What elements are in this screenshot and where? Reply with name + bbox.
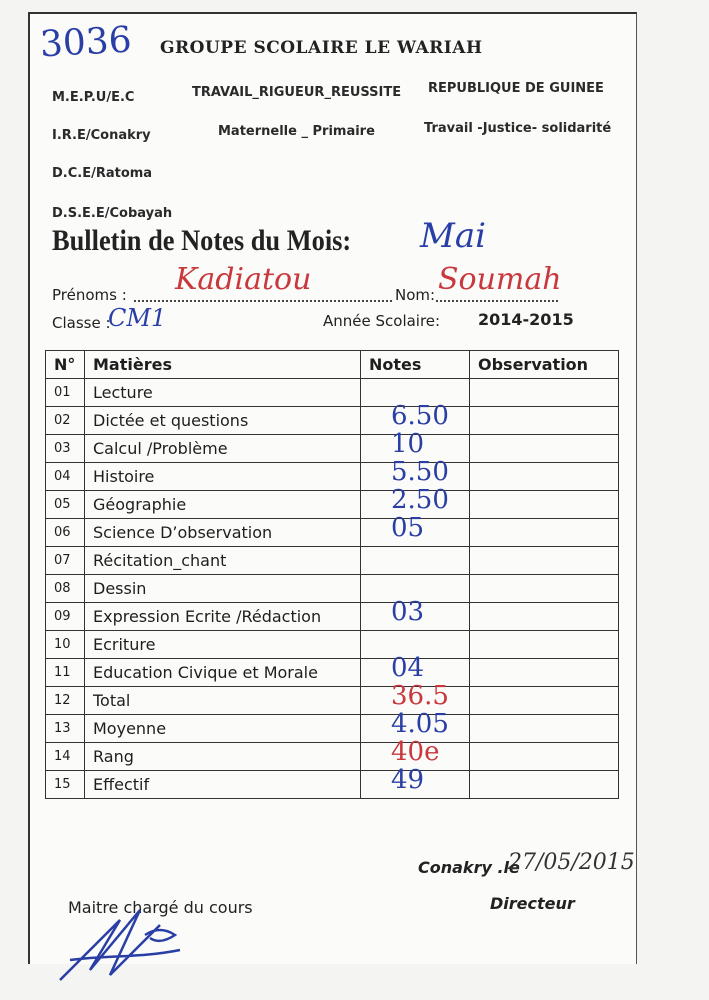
- header-ire: I.R.E/Conakry: [52, 128, 151, 143]
- table-row: [46, 743, 619, 771]
- classe-label: Classe :: [52, 314, 111, 332]
- row-subject: Dictée et questions: [85, 407, 361, 435]
- row-observation: [470, 659, 619, 687]
- row-number: 13: [46, 715, 85, 743]
- row-subject: Science D’observation: [85, 519, 361, 547]
- table-header-row: [46, 351, 619, 379]
- classe-value: CM1: [108, 304, 167, 332]
- header-dsee: D.S.E.E/Cobayah: [52, 206, 173, 221]
- table-row: [46, 771, 619, 799]
- row-observation: [470, 463, 619, 491]
- header-mepu: M.E.P.U/E.C: [52, 90, 135, 105]
- row-subject: Géographie: [85, 491, 361, 519]
- table-row: [46, 687, 619, 715]
- row-observation: [470, 519, 619, 547]
- header-republic: REPUBLIQUE DE GUINEE: [428, 81, 604, 96]
- row-observation: [470, 603, 619, 631]
- col-observation-header: Observation: [470, 351, 619, 379]
- date-value: 27/05/2015: [508, 850, 635, 875]
- table-row: [46, 547, 619, 575]
- prenoms-value: Kadiatou: [175, 262, 312, 297]
- note-value: 36.5: [391, 681, 449, 711]
- row-observation: [470, 771, 619, 799]
- header-national-motto: Travail -Justice- solidarité: [424, 121, 612, 136]
- prenoms-label: Prénoms :: [52, 286, 127, 304]
- header-motto: TRAVAIL_RIGUEUR_REUSSITE: [192, 85, 402, 100]
- note-value: 49: [391, 765, 425, 795]
- row-subject: Lecture: [85, 379, 361, 407]
- note-value: 40e: [391, 737, 440, 767]
- nom-label: Nom:: [395, 286, 436, 304]
- row-number: 05: [46, 491, 85, 519]
- row-subject: Total: [85, 687, 361, 715]
- annee-value: 2014-2015: [478, 310, 574, 329]
- row-number: 12: [46, 687, 85, 715]
- row-observation: [470, 435, 619, 463]
- nom-value: Soumah: [438, 262, 562, 297]
- row-observation: [470, 547, 619, 575]
- note-value: 6.50: [391, 401, 449, 431]
- row-subject: Rang: [85, 743, 361, 771]
- note-value: 10: [391, 429, 425, 459]
- row-number: 01: [46, 379, 85, 407]
- row-number: 02: [46, 407, 85, 435]
- table-row: [46, 407, 619, 435]
- row-observation: [470, 715, 619, 743]
- row-number: 04: [46, 463, 85, 491]
- col-number-header: N°: [46, 351, 85, 379]
- nom-dotted-line: [436, 300, 558, 302]
- row-observation: [470, 743, 619, 771]
- teacher-signature: [50, 900, 210, 990]
- note-value: 05: [391, 513, 425, 543]
- table-row: [46, 379, 619, 407]
- row-note: [361, 597, 470, 631]
- row-number: 14: [46, 743, 85, 771]
- table-row: [46, 575, 619, 603]
- grades-table: [45, 350, 619, 799]
- bulletin-title: Bulletin de Notes du Mois:: [52, 224, 352, 257]
- row-note: [361, 547, 470, 575]
- header-level: Maternelle _ Primaire: [218, 124, 375, 139]
- col-subject-header: Matières: [85, 351, 361, 379]
- row-number: 09: [46, 603, 85, 631]
- table-row: [46, 631, 619, 659]
- row-subject: Moyenne: [85, 715, 361, 743]
- row-observation: [470, 575, 619, 603]
- director-label: Directeur: [490, 894, 575, 913]
- note-value: 5.50: [391, 457, 449, 487]
- table-row: [46, 519, 619, 547]
- teacher-label: Maitre chargé du cours: [68, 898, 253, 917]
- header-dce: D.C.E/Ratoma: [52, 166, 153, 181]
- row-number: 08: [46, 575, 85, 603]
- prenoms-dotted-line: [134, 300, 392, 302]
- row-observation: [470, 631, 619, 659]
- note-value: 04: [391, 653, 425, 683]
- row-subject: Calcul /Problème: [85, 435, 361, 463]
- row-number: 03: [46, 435, 85, 463]
- table-row: [46, 435, 619, 463]
- table-row: [46, 603, 619, 631]
- row-number: 15: [46, 771, 85, 799]
- row-subject: Education Civique et Morale: [85, 659, 361, 687]
- row-number: 10: [46, 631, 85, 659]
- col-notes-header: Notes: [361, 351, 470, 379]
- table-row: [46, 463, 619, 491]
- row-subject: Ecriture: [85, 631, 361, 659]
- table-row: [46, 659, 619, 687]
- row-subject: Récitation_chant: [85, 547, 361, 575]
- place-date-label: Conakry .le: [418, 858, 520, 877]
- reference-number: 3036: [38, 19, 133, 66]
- month-value: Mai: [420, 216, 486, 256]
- row-observation: [470, 379, 619, 407]
- note-value: 4.05: [391, 709, 449, 739]
- row-subject: Effectif: [85, 771, 361, 799]
- row-number: 11: [46, 659, 85, 687]
- row-note: [361, 513, 470, 547]
- table-row: [46, 715, 619, 743]
- note-value: 03: [391, 597, 425, 627]
- note-value: 2.50: [391, 485, 449, 515]
- annee-label: Année Scolaire:: [323, 312, 441, 330]
- row-observation: [470, 407, 619, 435]
- row-observation: [470, 687, 619, 715]
- row-number: 07: [46, 547, 85, 575]
- row-observation: [470, 491, 619, 519]
- table-row: [46, 491, 619, 519]
- row-note: [361, 765, 470, 799]
- row-number: 06: [46, 519, 85, 547]
- row-subject: Expression Ecrite /Rédaction: [85, 603, 361, 631]
- row-subject: Histoire: [85, 463, 361, 491]
- row-subject: Dessin: [85, 575, 361, 603]
- school-name: GROUPE SCOLAIRE LE WARIAH: [160, 38, 483, 58]
